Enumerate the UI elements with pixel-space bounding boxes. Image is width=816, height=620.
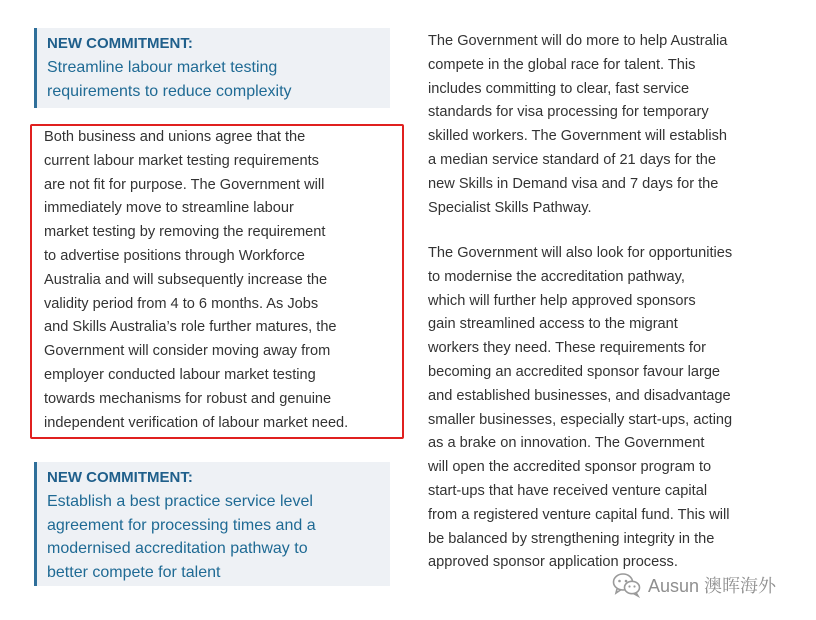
watermark bbox=[612, 572, 776, 598]
watermark-text: Ausun 澳晖海外 bbox=[648, 576, 777, 596]
text-line: independent verification of labour market need. bbox=[44, 414, 349, 431]
text-line: to advertise positions through Workforce bbox=[44, 247, 305, 264]
commitment-box-2 bbox=[34, 462, 390, 586]
right-paragraph-2 bbox=[428, 242, 788, 575]
commitment-title-line: better compete for talent bbox=[47, 563, 221, 581]
text-line: immediately move to streamline labour bbox=[44, 200, 294, 217]
text-line: Both business and unions agree that the bbox=[44, 129, 306, 145]
text-line: workers they need. These requirements for bbox=[428, 340, 706, 357]
text-line: The Government will do more to help Australia bbox=[428, 33, 728, 49]
right-paragraph-1 bbox=[428, 30, 788, 220]
text-line: are not fit for purpose. The Government will bbox=[44, 176, 325, 193]
text-line: becoming an accredited sponsor favour large bbox=[428, 363, 721, 380]
commitment-title-line: Streamline labour market testing bbox=[47, 59, 278, 76]
wechat-icon bbox=[612, 572, 642, 598]
commitment-title-line: Establish a best practice service level bbox=[47, 493, 313, 510]
text-line: standards for visa processing for temporary bbox=[428, 104, 709, 121]
text-line: to modernise the accreditation pathway, bbox=[428, 268, 685, 285]
text-line: will open the accredited sponsor program to bbox=[428, 459, 712, 476]
text-line: includes committing to clear, fast service bbox=[428, 80, 690, 97]
left-paragraph bbox=[44, 126, 400, 435]
text-line: compete in the global race for talent. This bbox=[428, 56, 696, 73]
text-line: current labour market testing requirements bbox=[44, 152, 319, 169]
text-line: as a brake on innovation. The Government bbox=[428, 435, 705, 452]
commitment-title-line: agreement for processing times and a bbox=[47, 516, 316, 534]
text-line: which will further help approved sponsors bbox=[428, 292, 696, 309]
commitment-title-line: requirements to reduce complexity bbox=[47, 82, 292, 100]
text-line: towards mechanisms for robust and genuine bbox=[44, 390, 332, 407]
text-line: from a registered venture capital fund. This will bbox=[428, 506, 730, 523]
text-line: Government will consider moving away from bbox=[44, 343, 331, 360]
text-line: market testing by removing the requirement bbox=[44, 224, 326, 241]
text-line: smaller businesses, especially start-ups, acting bbox=[428, 411, 733, 428]
text-line: gain streamlined access to the migrant bbox=[428, 316, 678, 333]
text-line: new Skills in Demand visa and 7 days for the bbox=[428, 175, 719, 192]
text-line: and Skills Australia’s role further matures, the bbox=[44, 319, 337, 336]
text-line: validity period from 4 to 6 months. As Jobs bbox=[44, 295, 319, 312]
text-line: Australia and will subsequently increase the bbox=[44, 271, 328, 288]
text-line: The Government will also look for opportunities bbox=[428, 245, 733, 261]
text-line: and established businesses, and disadvantage bbox=[428, 387, 731, 404]
text-line: Specialist Skills Pathway. bbox=[428, 199, 592, 216]
text-line: start-ups that have received venture capital bbox=[428, 482, 708, 499]
text-line: be balanced by strengthening integrity in the bbox=[428, 530, 715, 547]
text-line: employer conducted labour market testing bbox=[44, 366, 316, 383]
commitment-heading: NEW COMMITMENT: bbox=[47, 469, 193, 486]
text-line: a median service standard of 21 days for the bbox=[428, 151, 716, 168]
commitment-title-line: modernised accreditation pathway to bbox=[47, 540, 308, 557]
commitment-box-1 bbox=[34, 28, 390, 108]
text-line: approved sponsor application process. bbox=[428, 554, 678, 571]
commitment-heading: NEW COMMITMENT: bbox=[47, 35, 193, 52]
text-line: skilled workers. The Government will establish bbox=[428, 128, 728, 145]
